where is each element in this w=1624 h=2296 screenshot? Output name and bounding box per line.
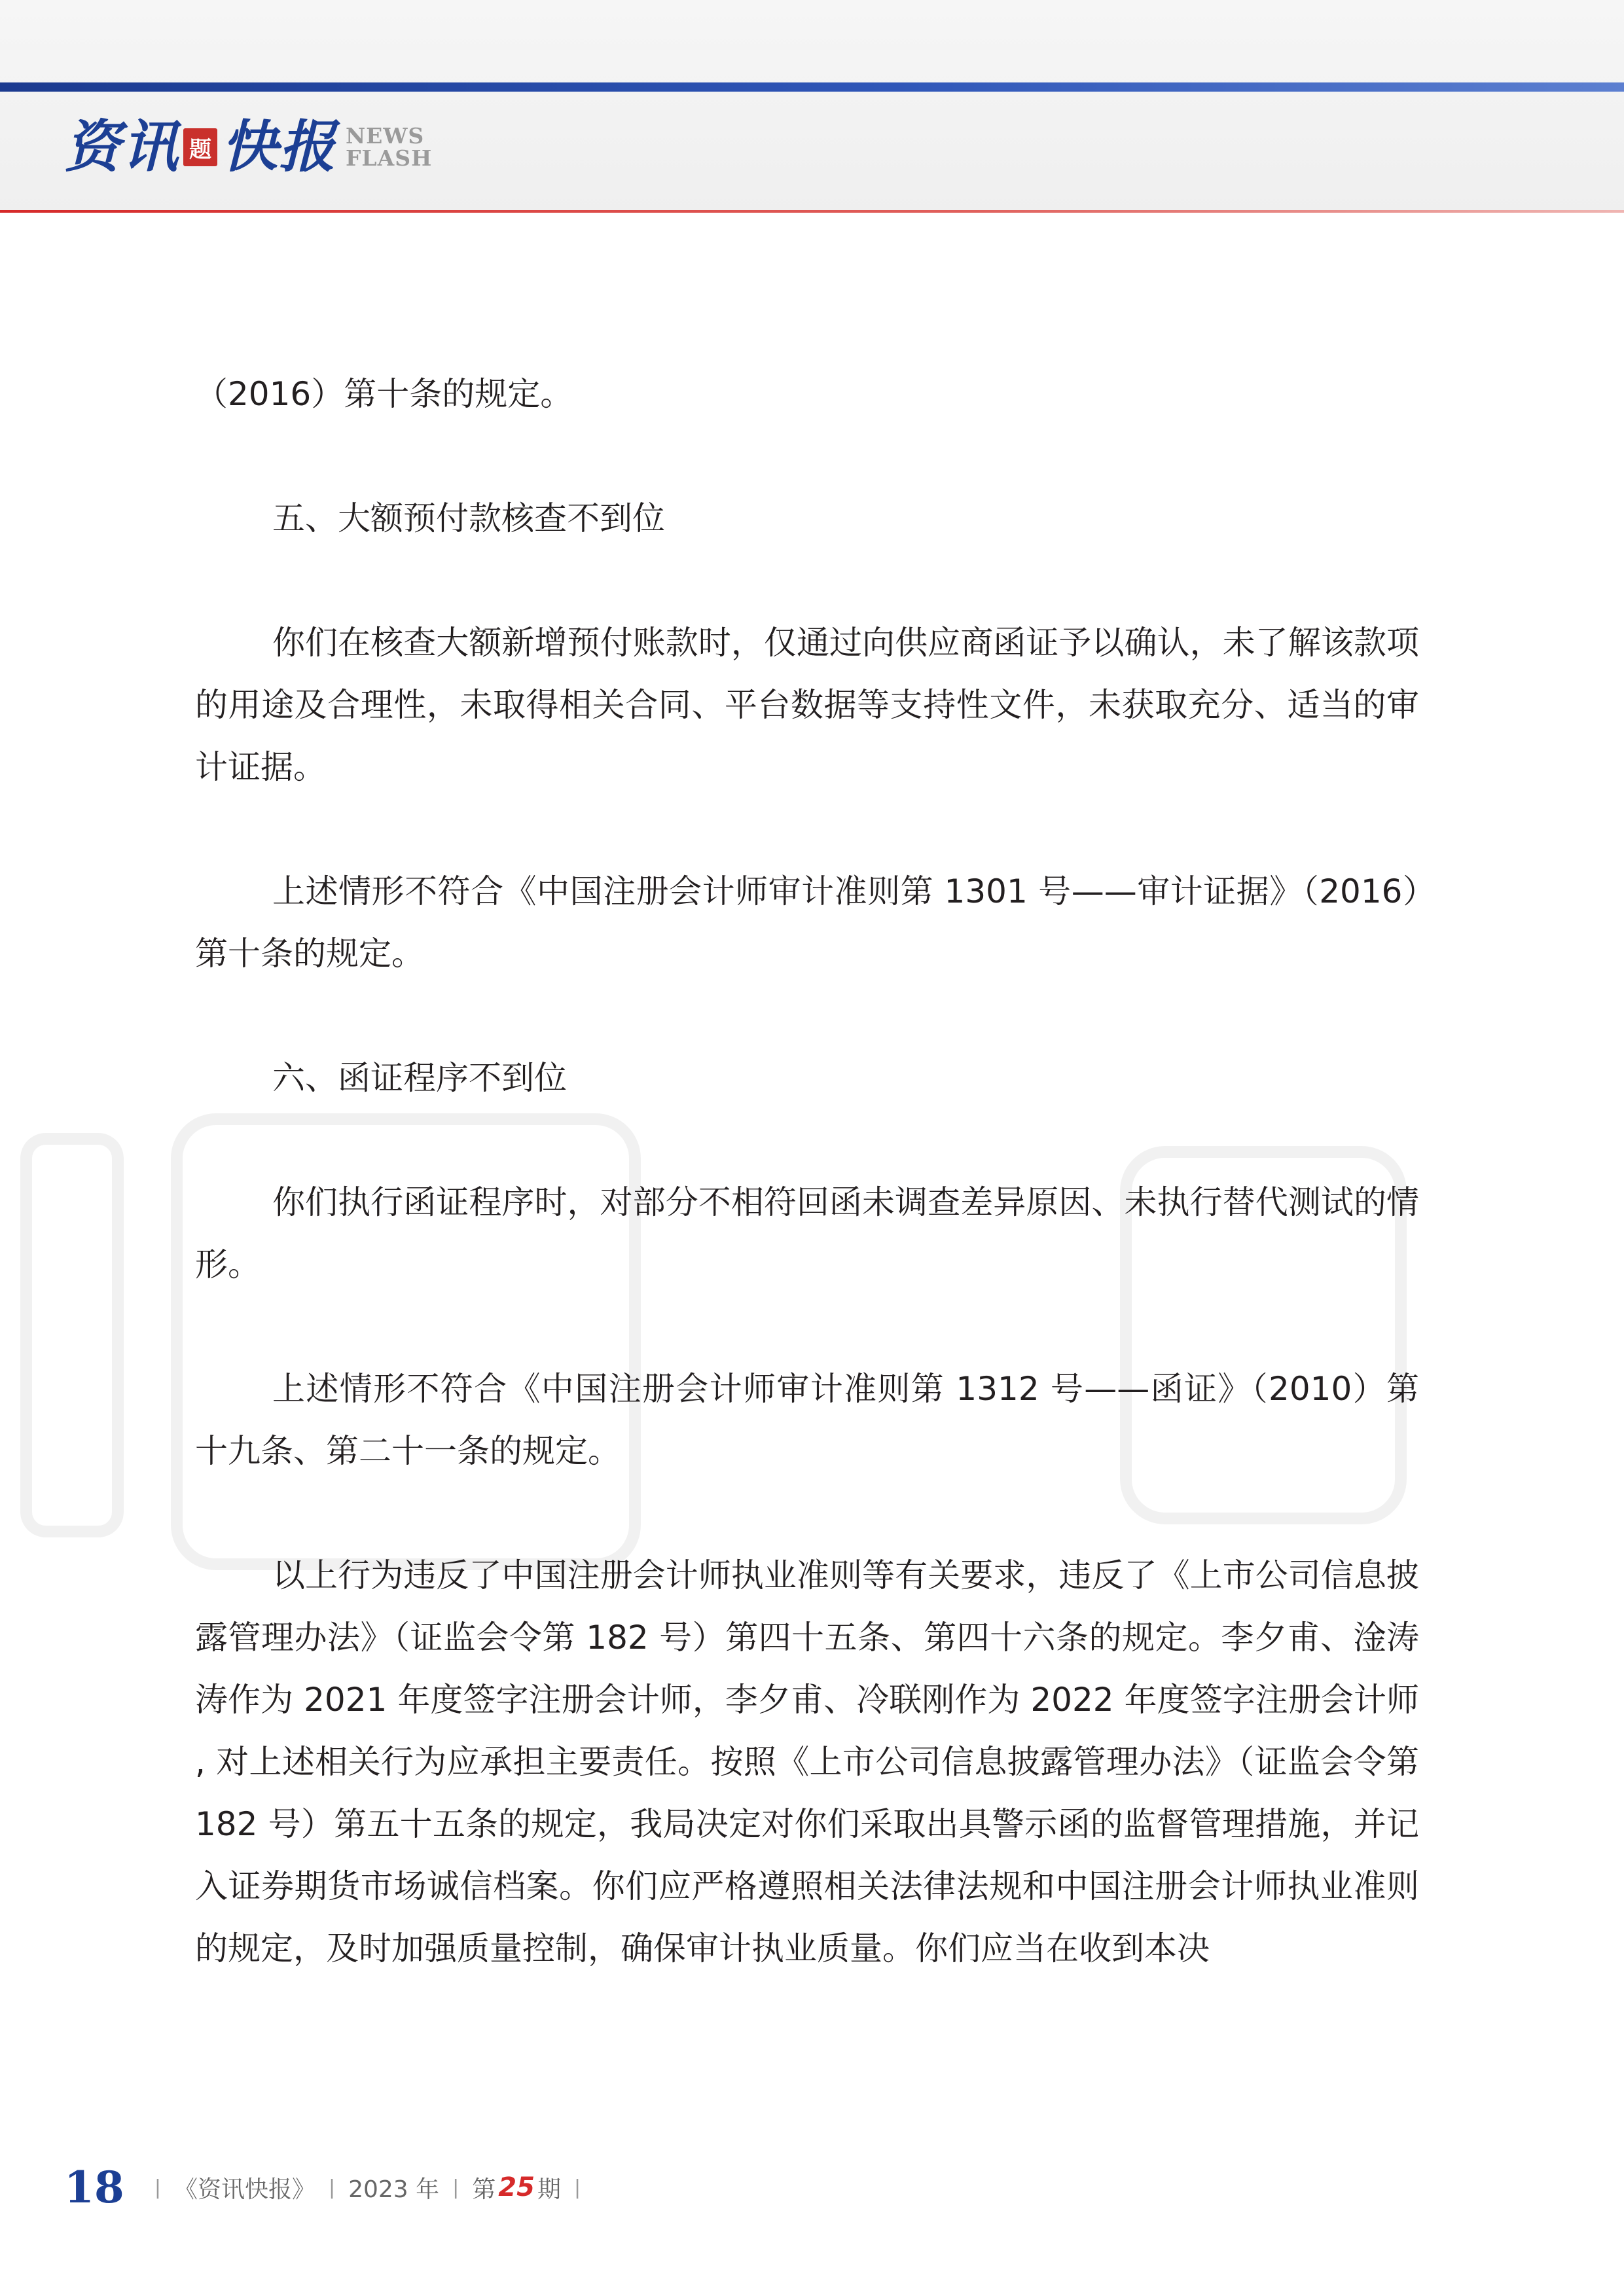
page-number: 18	[64, 2162, 124, 2213]
section-heading-6: 六、函证程序不到位	[272, 1059, 567, 1097]
logo-text-1: 资讯	[64, 114, 179, 180]
article-body	[195, 363, 1419, 1980]
masthead-logo	[64, 111, 432, 183]
logo-text-2: 快报	[221, 114, 336, 180]
footer-separator: |	[328, 2176, 336, 2199]
paragraph-continued: （2016）第十条的规定。	[195, 375, 573, 413]
logo-seal: 题	[183, 128, 217, 166]
footer-separator: |	[452, 2176, 460, 2199]
issue-prefix: 第	[472, 2176, 496, 2203]
paragraph: 上述情形不符合《中国注册会计师审计准则第 1312 号——函证》（2010）第十九条、第二十一条的规定。	[195, 1370, 1419, 1470]
page-footer	[64, 2161, 594, 2214]
issue-suffix: 期	[537, 2176, 561, 2203]
paragraph: 上述情形不符合《中国注册会计师审计准则第 1301 号——审计证据》（2016）第十条的规定。	[195, 872, 1419, 973]
paragraph: 以上行为违反了中国注册会计师执业准则等有关要求，违反了《上市公司信息披露管理办法》（证监会令第 182 号）第四十五条、第四十六条的规定。李夕甫、淦涛涛作为 2021 年度签字注册会计师，李夕甫、冷联刚作为 2022 年度签字注册会计师 , 对上述相关行为应承担主要责任。按照《上市公司信息披露管理办法》（证监会令第 182 号）第五十五条的规定，我局决定对你们采取出具警示函的监督管理措施，并记入证券期货市场诚信档案。你们应严格遵照相关法律法规和中国注册会计师执业准则的规定，及时加强质量控制，确保审计执业质量。你们应当在收到本决	[195, 1556, 1419, 1967]
paragraph: 你们执行函证程序时，对部分不相符回函未调查差异原因、未执行替代测试的情形。	[195, 1183, 1419, 1283]
logo-english	[346, 125, 432, 170]
publication-year: 2023 年	[348, 2176, 440, 2203]
section-heading-5: 五、大额预付款核查不到位	[272, 499, 665, 537]
logo-english-line-1: NEWS	[346, 123, 425, 149]
publication-name: 《资讯快报》	[173, 2176, 316, 2203]
footer-separator: |	[154, 2176, 161, 2199]
paragraph: 你们在核查大额新增预付账款时，仅通过向供应商函证予以确认，未了解该款项的用途及合理性，未取得相关合同、平台数据等支持性文件，未获取充分、适当的审计证据。	[195, 624, 1419, 786]
header-divider	[0, 210, 1624, 213]
footer-separator: |	[573, 2176, 581, 2199]
header-top-bar	[0, 82, 1624, 92]
issue-number: 25	[498, 2172, 535, 2202]
logo-english-line-2: FLASH	[346, 145, 433, 171]
